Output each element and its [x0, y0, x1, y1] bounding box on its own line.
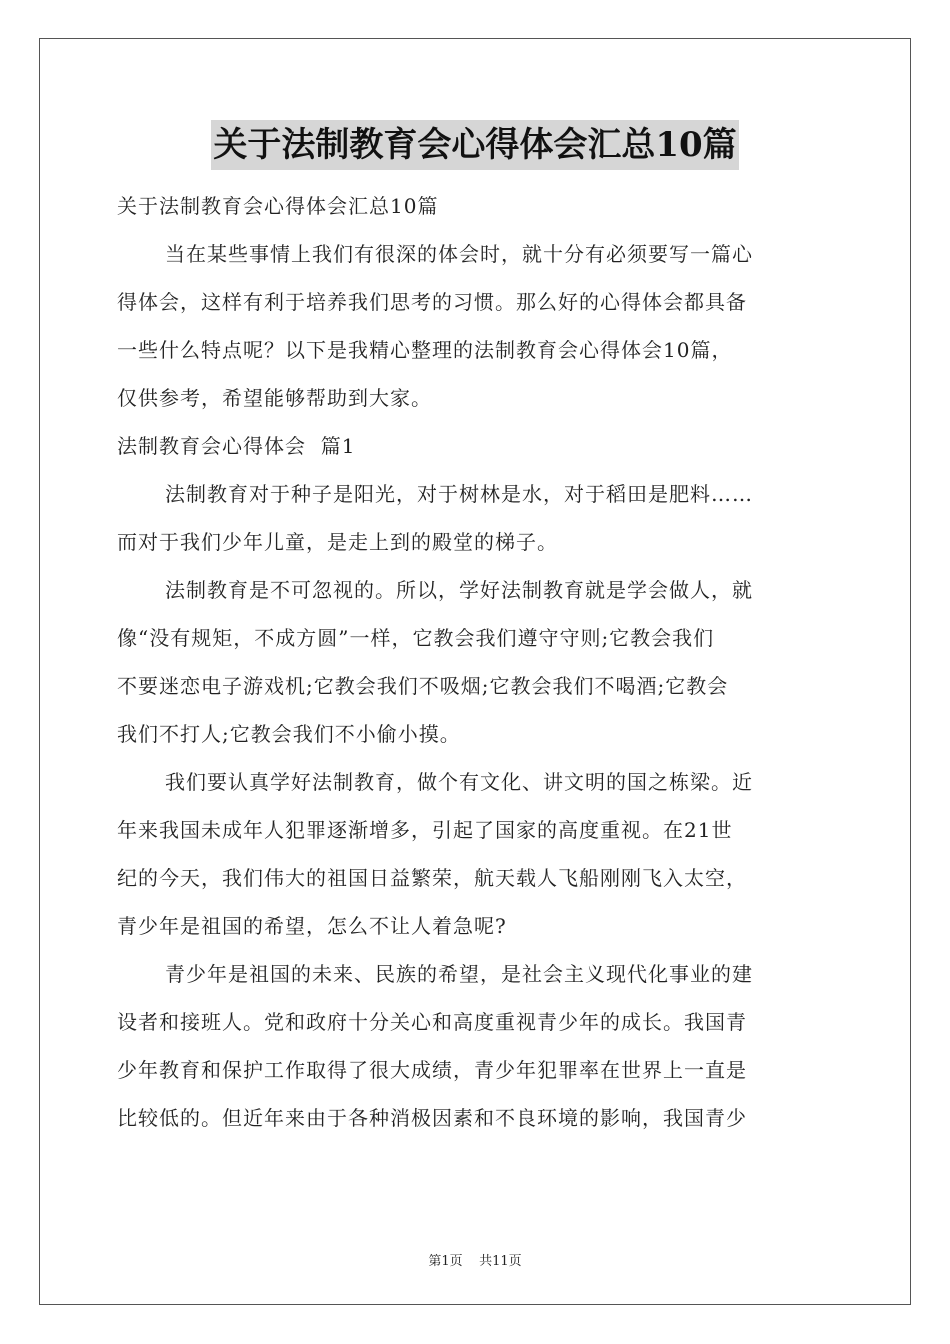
paragraph-line: 少年教育和保护工作取得了很大成绩，青少年犯罪率在世界上一直是 [117, 1058, 747, 1082]
paragraph-line: 青少年是祖国的希望，怎么不让人着急呢? [117, 914, 507, 938]
paragraph-4 [117, 950, 833, 1142]
document-title: 关于法制教育会心得体会汇总10篇 [211, 120, 738, 170]
intro-line: 一些什么特点呢？以下是我精心整理的法制教育会心得体会10篇， [117, 338, 733, 362]
document-subtitle: 关于法制教育会心得体会汇总10篇 [117, 194, 439, 218]
paragraph-3 [117, 758, 833, 950]
section-heading: 法制教育会心得体会 篇1 [117, 434, 356, 458]
paragraph-line: 我们要认真学好法制教育，做个有文化、讲文明的国之栋梁。近 [165, 770, 753, 794]
paragraph-line: 青少年是祖国的未来、民族的希望，是社会主义现代化事业的建 [165, 962, 753, 986]
paragraph-line: 比较低的。但近年来由于各种消极因素和不良环境的影响，我国青少 [117, 1106, 747, 1130]
paragraph-line: 而对于我们少年儿童，是走上到的殿堂的梯子。 [117, 530, 558, 554]
document-body [117, 120, 833, 1142]
paragraph-line: 设者和接班人。党和政府十分关心和高度重视青少年的成长。我国青 [117, 1010, 747, 1034]
paragraph-line: 纪的今天，我们伟大的祖国日益繁荣，航天载人飞船刚刚飞入太空， [117, 866, 747, 890]
title-wrap [117, 120, 833, 174]
paragraph-line: 我们不打人;它教会我们不小偷小摸。 [117, 722, 461, 746]
paragraph-line: 法制教育是不可忽视的。所以，学好法制教育就是学会做人，就 [165, 578, 753, 602]
intro-paragraph [117, 230, 833, 422]
intro-line: 仅供参考，希望能够帮助到大家。 [117, 386, 432, 410]
paragraph-line: 不要迷恋电子游戏机;它教会我们不吸烟;它教会我们不喝酒;它教会 [117, 674, 729, 698]
paragraph-1 [117, 470, 833, 566]
paragraph-line: 法制教育对于种子是阳光，对于树林是水，对于稻田是肥料…… [165, 482, 753, 506]
intro-line: 得体会，这样有利于培养我们思考的习惯。那么好的心得体会都具备 [117, 290, 747, 314]
paragraph-line: 年来我国未成年人犯罪逐渐增多，引起了国家的高度重视。在21世 [117, 818, 733, 842]
page-footer: 第1页 共11页 [428, 1254, 522, 1269]
paragraph-line: 像“没有规矩，不成方圆”一样，它教会我们遵守守则;它教会我们 [117, 626, 715, 650]
intro-line: 当在某些事情上我们有很深的体会时，就十分有必须要写一篇心 [165, 242, 753, 266]
paragraph-2 [117, 566, 833, 758]
